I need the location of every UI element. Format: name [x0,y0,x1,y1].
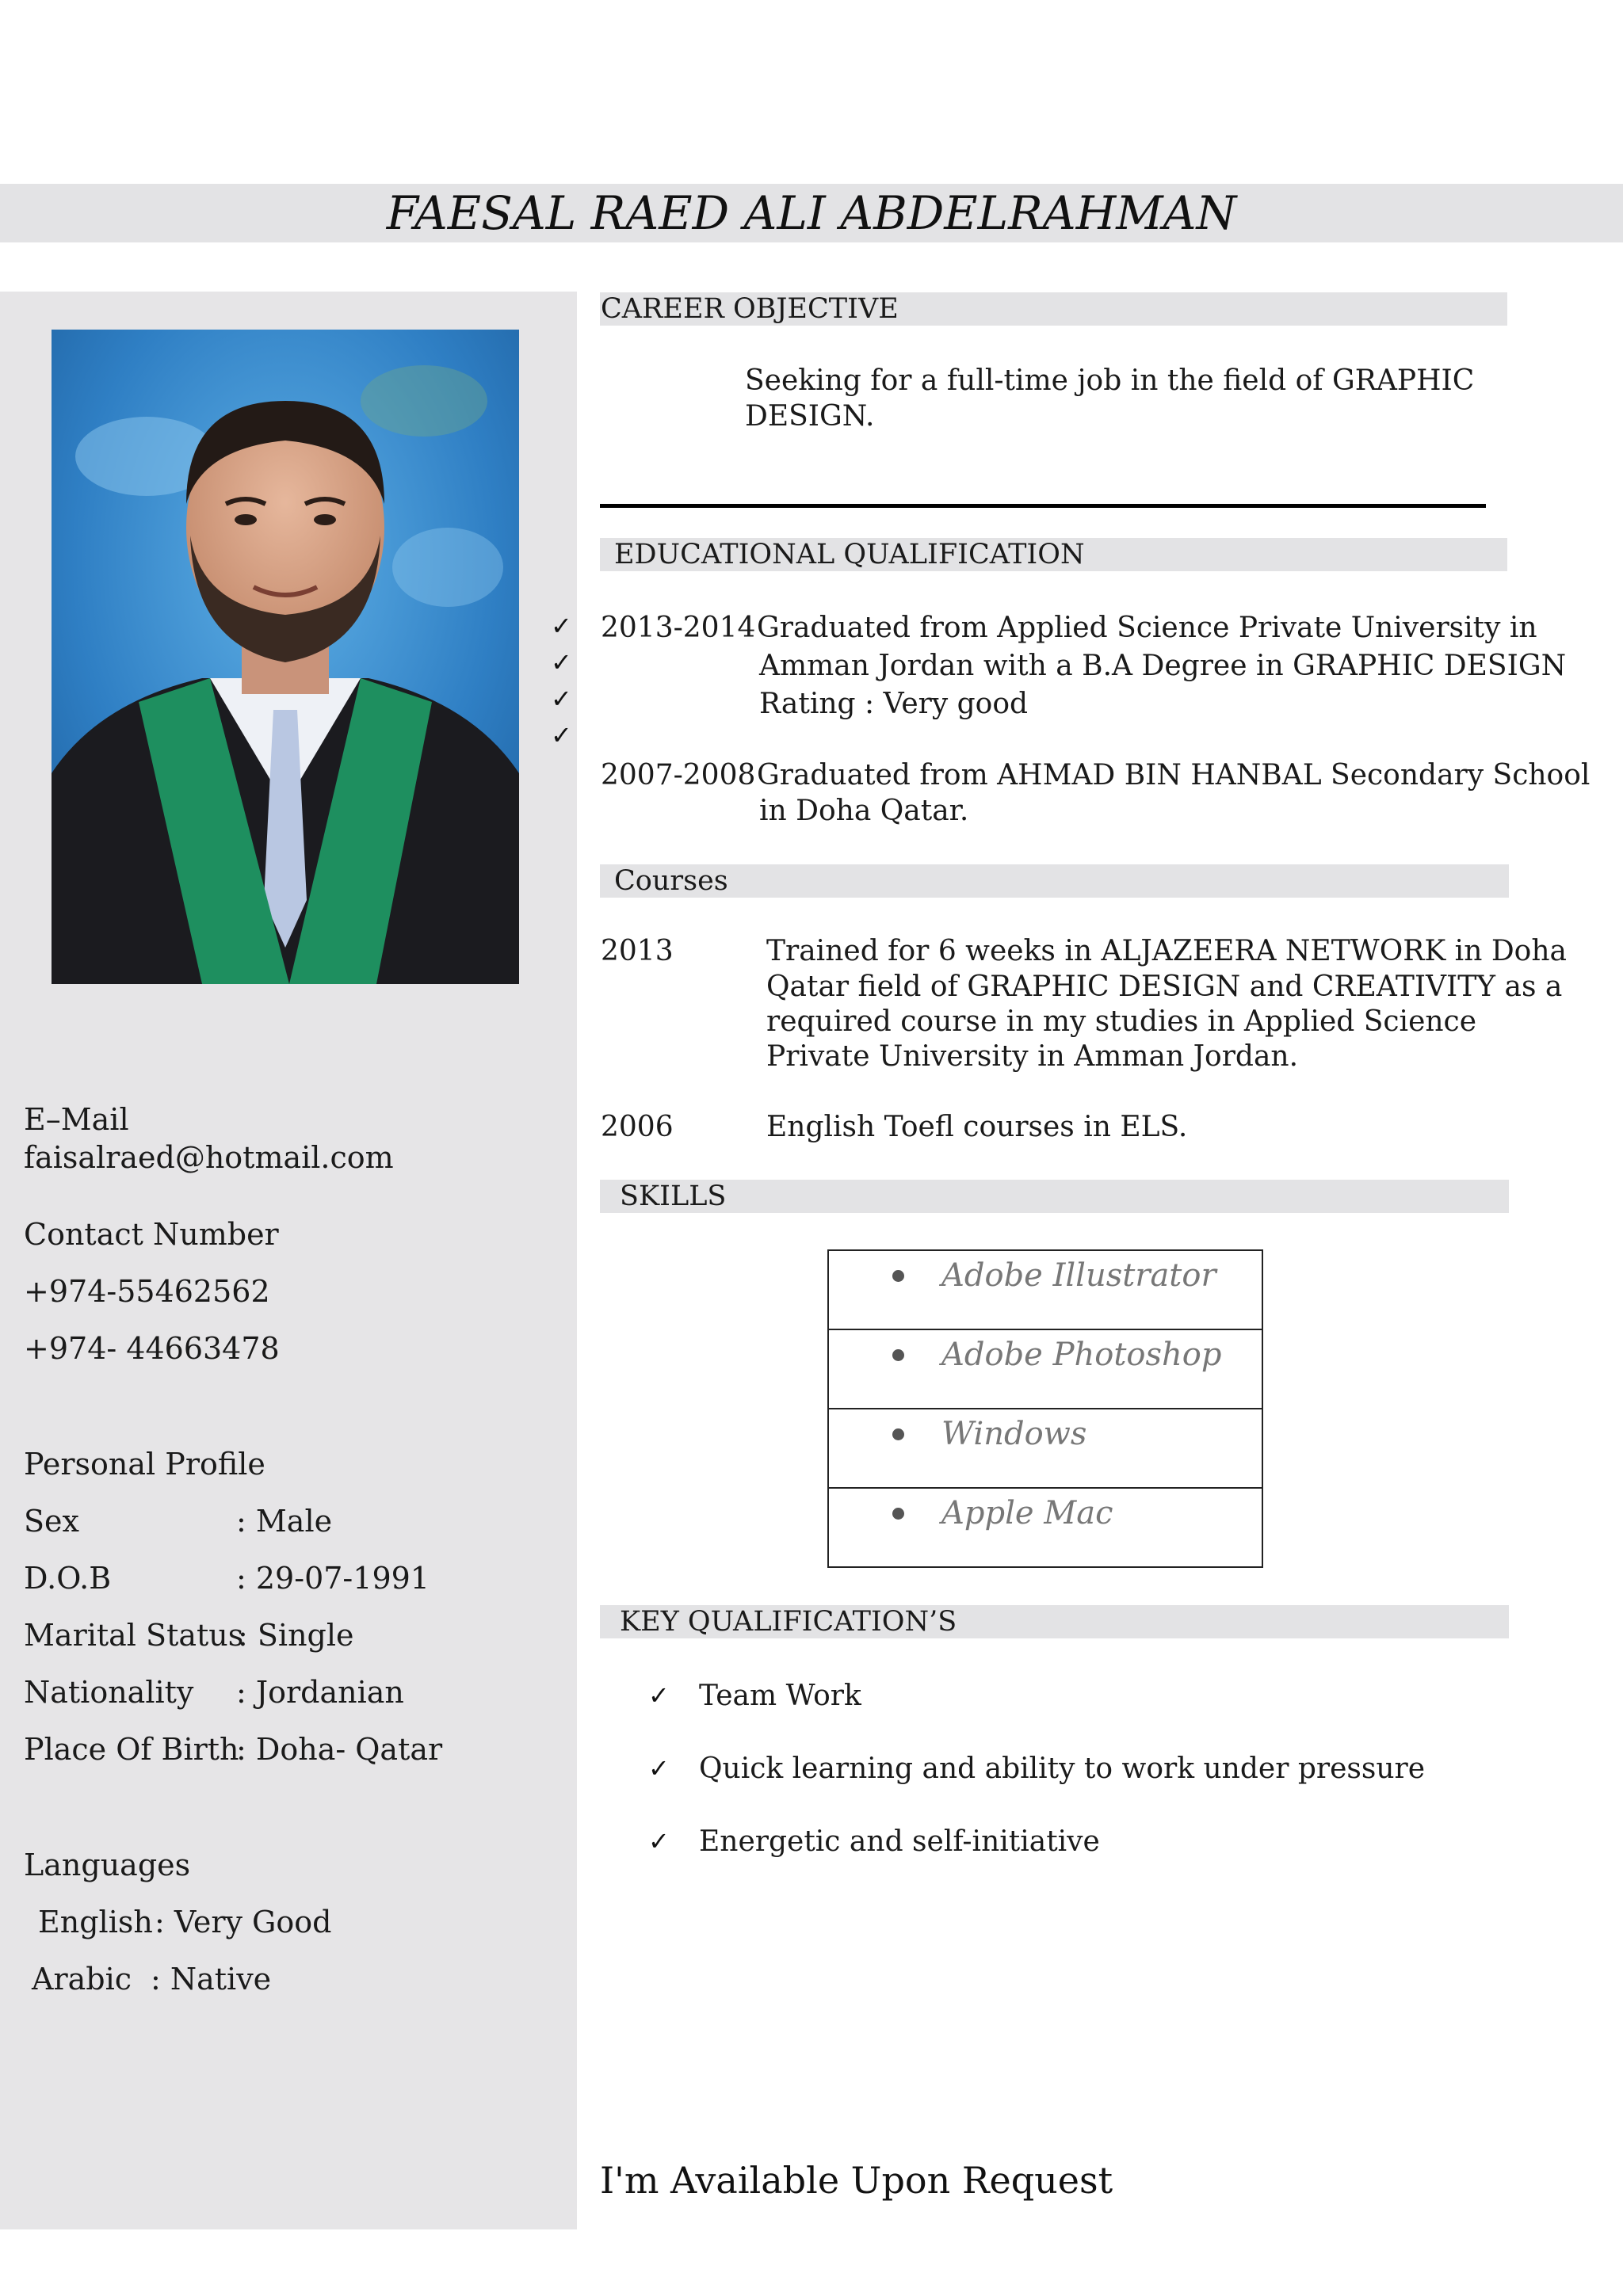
profile-row [0,1559,555,1597]
bullet-icon [892,1349,904,1361]
checkmark-icon: ✓ [551,647,572,677]
checkmark-icon: ✓ [648,1826,670,1856]
personal-profile-heading: Personal Profile [24,1447,265,1482]
qualification-item: Quick learning and ability to work under pressure [699,1753,1426,1785]
course-year: 2013 [601,935,674,967]
availability-note: I'm Available Upon Request [600,2159,1113,2202]
candidate-name: FAESAL RAED ALI ABDELRAHMAN [386,186,1237,240]
courses-bar [600,864,1509,898]
skill-item [829,1330,1262,1409]
profile-row [0,1730,555,1768]
skill-item [829,1409,1262,1489]
career-objective-heading: CAREER OBJECTIVE [601,293,899,325]
profile-key: Place Of Birth [24,1732,239,1767]
education-line: Amman Jordan with a B.A Degree in GRAPHIC DESIGN [759,650,1567,682]
education-year: 2013-2014 [601,612,756,644]
qualification-item: Energetic and self-initiative [699,1825,1100,1858]
skills-table [827,1249,1263,1568]
profile-value: : 29-07-1991 [236,1561,430,1596]
profile-photo [52,330,519,984]
profile-key: D.O.B [24,1561,112,1596]
checkmark-icon: ✓ [648,1680,670,1711]
profile-value: : Doha- Qatar [236,1732,443,1767]
skill-label: Apple Mac [941,1495,1113,1531]
career-objective-line: Seeking for a full-time job in the field of GRAPHIC [745,364,1475,397]
profile-key: Sex [24,1504,79,1539]
profile-row [0,1502,555,1540]
skills-heading: SKILLS [620,1180,727,1212]
bullet-icon [892,1428,904,1440]
languages-heading: Languages [24,1848,191,1882]
education-line: Rating : Very good [759,688,1029,720]
profile-value: : Single [238,1618,354,1653]
language-row [0,1903,555,1941]
course-line: required course in my studies in Applied Science [766,1005,1477,1038]
checkmark-icon: ✓ [648,1753,670,1783]
course-line: Qatar field of GRAPHIC DESIGN and CREATIVITY as a [766,971,1563,1003]
skill-label: Adobe Photoshop [941,1337,1222,1373]
checkmark-icon: ✓ [551,684,572,714]
bullet-icon [892,1270,904,1282]
language-row [0,1960,555,1998]
email-value: faisalraed@hotmail.com [24,1140,394,1175]
skill-label: Windows [941,1416,1087,1452]
language-level: : Native [151,1962,272,1997]
phone-number: +974- 44663478 [24,1331,280,1366]
language-name: Arabic [32,1962,132,1997]
phone-number: +974-55462562 [24,1274,270,1309]
education-line: Graduated from Applied Science Private University in [757,612,1537,644]
checkmark-icon: ✓ [551,611,572,641]
profile-row [0,1673,555,1711]
profile-value: : Male [236,1504,333,1539]
course-line: Private University in Amman Jordan. [766,1040,1299,1073]
qualification-item: Team Work [699,1680,861,1712]
profile-key: Marital Status [24,1618,244,1653]
profile-key: Nationality [24,1675,194,1710]
education-line: in Doha Qatar. [759,795,969,827]
bullet-icon [892,1508,904,1520]
skill-label: Adobe Illustrator [941,1257,1216,1294]
section-divider [600,504,1486,508]
language-level: : Very Good [155,1905,332,1939]
key-qualifications-heading: KEY QUALIFICATION’S [620,1606,957,1638]
profile-row [0,1616,555,1654]
courses-heading: Courses [614,865,728,897]
skill-item [829,1489,1262,1568]
course-line: Trained for 6 weeks in ALJAZEERA NETWORK in Doha [766,935,1568,967]
education-year: 2007-2008 [601,759,756,791]
skill-item [829,1251,1262,1330]
course-year: 2006 [601,1111,674,1143]
career-objective-line: DESIGN. [745,400,875,433]
language-name: English [38,1905,153,1939]
education-line: Graduated from AHMAD BIN HANBAL Secondary School [757,759,1591,791]
profile-value: : Jordanian [236,1675,404,1710]
phone-label: Contact Number [24,1217,279,1252]
checkmark-icon: ✓ [551,720,572,750]
skills-bar [600,1180,1509,1213]
course-line: English Toefl courses in ELS. [766,1111,1188,1143]
education-heading: EDUCATIONAL QUALIFICATION [614,539,1085,570]
email-label: E–Mail [24,1102,129,1137]
